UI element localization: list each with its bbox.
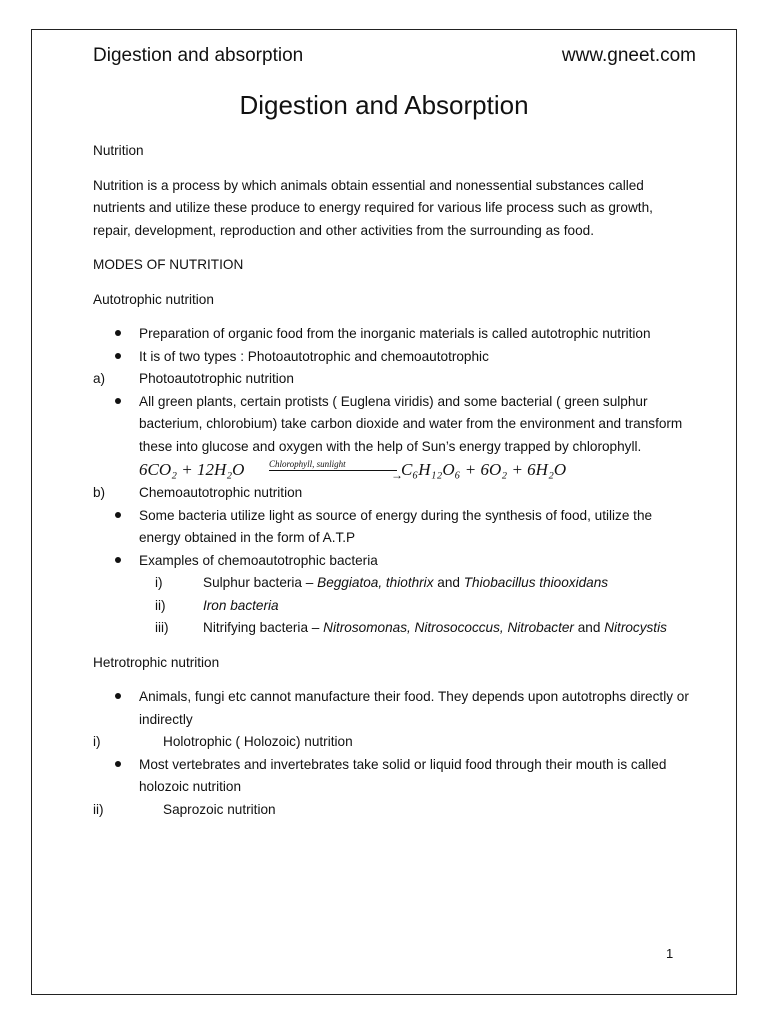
bullet-icon [93,754,139,777]
header-title: Digestion and absorption [93,45,304,66]
nutrition-heading: Nutrition [93,143,144,158]
list-item: All green plants, certain protists ( Euglena viridis) and some bacterial ( green sulphur bacterium, chlorobium) take carbon dioxide and water from the environment and transform these into glucose and oxygen with the help of Sun’s energy trapped by chlorophyll. [93,391,693,459]
list-item: Most vertebrates and invertebrates take solid or liquid food through their mouth is called holozoic nutrition [93,754,693,799]
nutrition-paragraph: Nutrition is a process by which animals obtain essential and nonessential substances called nutrients and utilize these produce to energy required for various life process such as growth, repair, development, reproduction and other activities from the surrounding as food. [93,177,653,238]
reaction-arrow-icon [269,470,397,471]
list-item: Examples of chemoautotrophic bacteria [93,550,693,573]
autotrophic-heading: Autotrophic nutrition [93,291,214,307]
list-item: b) Chemoautotrophic nutrition [93,485,303,500]
bullet-icon [93,550,139,573]
bullet-icon [93,505,139,528]
list-item: ii) Saprozoic nutrition [93,801,276,817]
list-item: Animals, fungi etc cannot manufacture their food. They depends upon autotrophs directly or indirectly [93,686,693,731]
document-body [93,140,693,821]
modes-heading: MODES OF NUTRITION [93,257,244,272]
example-item: i) Sulphur bacteria – Beggiatoa, thiothrix and Thiobacillus thiooxidans [155,575,609,590]
example-item: ii) Iron bacteria [155,597,279,613]
photosynthesis-equation: 6CO₂ + 12H₂O Chlorophyll, sunlight → C₆H₁₂O₆ + 6O₂ + 6H₂O [139,459,567,482]
list-item: Preparation of organic food from the inorganic materials is called autotrophic nutrition [93,323,693,346]
list-item: a) Photoautotrophic nutrition [93,371,294,386]
bullet-icon [93,391,139,414]
bullet-icon [93,346,139,369]
list-item: It is of two types : Photoautotrophic and chemoautotrophic [93,346,693,369]
list-item: i) Holotrophic ( Holozoic) nutrition [93,734,353,749]
page-number: 1 [666,946,674,961]
bullet-icon [93,686,139,709]
header-website: www.gneet.com [561,45,696,66]
heterotrophic-heading: Hetrotrophic nutrition [93,654,220,670]
bullet-icon [93,323,139,346]
document-title: Digestion and Absorption [239,90,529,120]
list-item: Some bacteria utilize light as source of energy during the synthesis of food, utilize the energy obtained in the form of A.T.P [93,505,693,550]
example-item: iii) Nitrifying bacteria – Nitrosomonas, Nitrosococcus, Nitrobacter and Nitrocystis [155,620,667,635]
